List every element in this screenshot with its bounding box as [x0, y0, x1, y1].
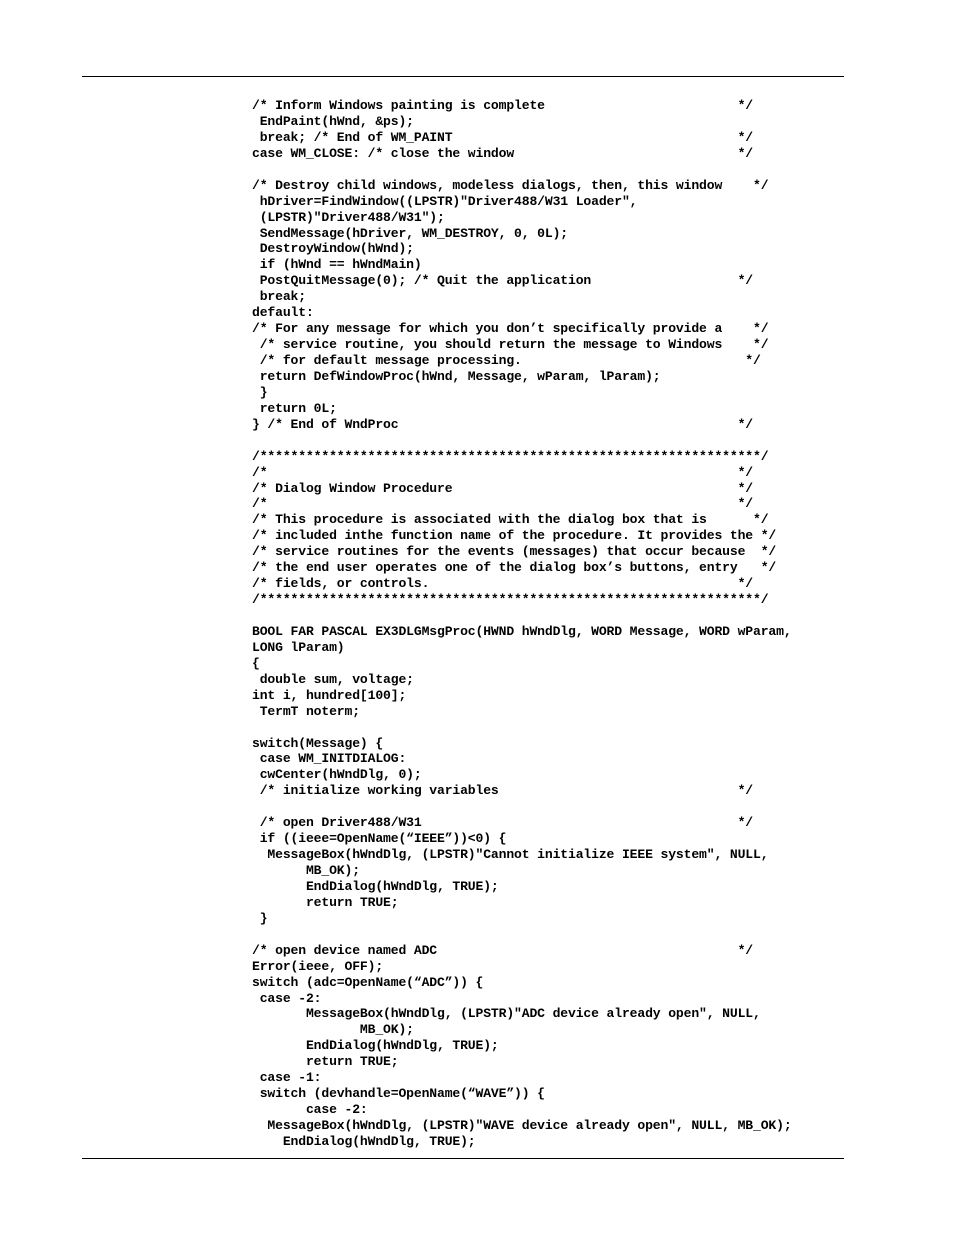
- code-line: {: [252, 655, 260, 671]
- code-line: return DefWindowProc(hWnd, Message, wParam, lParam);: [252, 368, 661, 384]
- code-line: EndDialog(hWndDlg, TRUE);: [252, 1038, 499, 1054]
- code-line: case -2:: [252, 1102, 368, 1118]
- code-line: MessageBox(hWndDlg, (LPSTR)"WAVE device already open", NULL, MB_OK);: [252, 1118, 792, 1133]
- code-line: int i, hundred[100];: [252, 687, 407, 703]
- code-line: break; /* End of WM_PAINT */: [252, 129, 753, 145]
- code-line: return TRUE;: [252, 894, 399, 910]
- header-rule: [82, 76, 844, 77]
- code-line: DestroyWindow(hWnd);: [252, 241, 414, 257]
- code-line: /* initialize working variables */: [252, 783, 753, 799]
- code-line: return 0L;: [252, 400, 337, 416]
- code-line: cwCenter(hWndDlg, 0);: [252, 767, 422, 783]
- footer-rule: [82, 1158, 844, 1159]
- code-line: }: [252, 384, 268, 400]
- code-line: SendMessage(hDriver, WM_DESTROY, 0, 0L);: [252, 225, 569, 241]
- code-line: [252, 608, 852, 624]
- code-line: /*****************************************************************/: [252, 592, 769, 608]
- code-line: default:: [252, 305, 314, 321]
- code-line: MB_OK);: [252, 863, 360, 878]
- code-line: (LPSTR)"Driver488/W31");: [252, 209, 445, 225]
- code-line: double sum, voltage;: [252, 671, 414, 687]
- code-line: /* This procedure is associated with the dialog box that is */: [252, 512, 769, 528]
- code-line: switch(Message) {: [252, 735, 384, 751]
- code-listing: [252, 98, 852, 1150]
- code-line: [252, 162, 852, 178]
- code-line: break;: [252, 289, 306, 305]
- code-line: MessageBox(hWndDlg, (LPSTR)"Cannot initialize IEEE system", NULL,: [252, 847, 769, 863]
- code-line: /* */: [252, 496, 753, 512]
- code-line: switch (adc=OpenName(“ADC”)) {: [252, 974, 484, 990]
- code-line: /* Destroy child windows, modeless dialogs, then, this window */: [252, 177, 769, 193]
- code-line: switch (devhandle=OpenName(“WAVE”)) {: [252, 1086, 545, 1102]
- code-line: if ((ieee=OpenName(“IEEE”))<0) {: [252, 831, 507, 847]
- code-line: [252, 927, 852, 943]
- code-line: PostQuitMessage(0); /* Quit the application */: [252, 273, 753, 289]
- code-line: return TRUE;: [252, 1054, 399, 1070]
- code-line: MB_OK);: [252, 1022, 414, 1038]
- code-line: LONG lParam): [252, 639, 345, 655]
- code-line: Error(ieee, OFF);: [252, 958, 384, 974]
- code-line: /* included inthe function name of the procedure. It provides the */: [252, 528, 777, 544]
- code-line: BOOL FAR PASCAL EX3DLGMsgProc(HWND hWndDlg, WORD Message, WORD wParam,: [252, 623, 792, 639]
- code-line: [252, 799, 852, 815]
- code-line: /* service routines for the events (messages) that occur because */: [252, 544, 777, 560]
- code-line: case -1:: [252, 1070, 322, 1086]
- code-line: /* */: [252, 464, 753, 480]
- code-line: /* open Driver488/W31 */: [252, 815, 753, 831]
- code-line: hDriver=FindWindow((LPSTR)"Driver488/W31 Loader",: [252, 193, 638, 209]
- code-line: } /* End of WndProc */: [252, 416, 753, 432]
- code-line: [252, 720, 852, 736]
- code-line: if (hWnd == hWndMain): [252, 257, 422, 273]
- code-line: EndDialog(hWndDlg, TRUE);: [252, 1133, 476, 1149]
- code-line: /* Inform Windows painting is complete */: [252, 98, 753, 113]
- code-line: }: [252, 910, 268, 926]
- code-line: EndPaint(hWnd, &ps);: [252, 113, 414, 129]
- code-line: /* service routine, you should return the message to Windows */: [252, 337, 769, 353]
- code-line: [252, 433, 852, 449]
- code-line: TermT noterm;: [252, 703, 360, 719]
- code-line: /* Dialog Window Procedure */: [252, 480, 753, 496]
- code-line: MessageBox(hWndDlg, (LPSTR)"ADC device already open", NULL,: [252, 1006, 761, 1022]
- code-line: /*****************************************************************/: [252, 448, 769, 464]
- code-line: case -2:: [252, 990, 322, 1006]
- code-line: /* For any message for which you don’t specifically provide a */: [252, 321, 769, 337]
- code-line: EndDialog(hWndDlg, TRUE);: [252, 878, 499, 894]
- code-line: case WM_CLOSE: /* close the window */: [252, 145, 753, 161]
- code-line: /* the end user operates one of the dialog box’s buttons, entry */: [252, 560, 777, 576]
- code-line: case WM_INITDIALOG:: [252, 751, 407, 767]
- code-line: /* for default message processing. */: [252, 353, 761, 368]
- code-line: /* open device named ADC */: [252, 942, 753, 958]
- code-line: /* fields, or controls. */: [252, 576, 753, 592]
